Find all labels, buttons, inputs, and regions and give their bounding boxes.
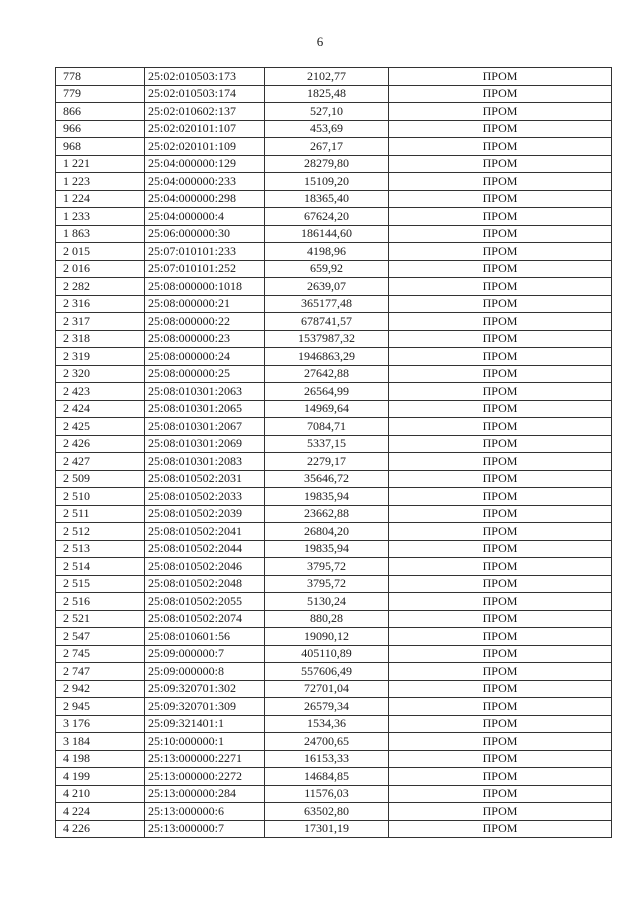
cadastral-number-cell: 25:10:000000:1 — [145, 733, 265, 751]
category-cell: ПРОМ — [389, 68, 612, 86]
category-cell: ПРОМ — [389, 173, 612, 191]
cadastral-number-cell: 25:08:010502:2041 — [145, 523, 265, 541]
table-row — [56, 505, 612, 523]
area-cell: 880,28 — [265, 610, 389, 628]
cadastral-number-cell: 25:08:000000:1018 — [145, 278, 265, 296]
table-row — [56, 173, 612, 191]
row-number-cell: 2 747 — [56, 663, 145, 681]
row-number-cell: 2 511 — [56, 505, 145, 523]
cadastral-number-cell: 25:08:000000:24 — [145, 348, 265, 366]
area-cell: 7084,71 — [265, 418, 389, 436]
area-cell: 186144,60 — [265, 225, 389, 243]
row-number-cell: 2 945 — [56, 698, 145, 716]
category-cell: ПРОМ — [389, 260, 612, 278]
cadastral-number-cell: 25:08:000000:23 — [145, 330, 265, 348]
table-row — [56, 400, 612, 418]
area-cell: 26579,34 — [265, 698, 389, 716]
area-cell: 1946863,29 — [265, 348, 389, 366]
cadastral-number-cell: 25:04:000000:298 — [145, 190, 265, 208]
cadastral-number-cell: 25:09:320701:309 — [145, 698, 265, 716]
cadastral-number-cell: 25:08:010301:2067 — [145, 418, 265, 436]
area-cell: 28279,80 — [265, 155, 389, 173]
category-cell: ПРОМ — [389, 295, 612, 313]
cadastral-number-cell: 25:08:010502:2055 — [145, 593, 265, 611]
category-cell: ПРОМ — [389, 575, 612, 593]
row-number-cell: 2 282 — [56, 278, 145, 296]
row-number-cell: 2 319 — [56, 348, 145, 366]
area-cell: 24700,65 — [265, 733, 389, 751]
cadastral-number-cell: 25:09:000000:8 — [145, 663, 265, 681]
row-number-cell: 4 224 — [56, 803, 145, 821]
category-cell: ПРОМ — [389, 768, 612, 786]
row-number-cell: 4 198 — [56, 750, 145, 768]
table-row — [56, 768, 612, 786]
row-number-cell: 2 015 — [56, 243, 145, 261]
land-plot-table-container — [55, 67, 612, 838]
table-row — [56, 278, 612, 296]
row-number-cell: 2 512 — [56, 523, 145, 541]
area-cell: 26804,20 — [265, 523, 389, 541]
cadastral-number-cell: 25:08:010502:2046 — [145, 558, 265, 576]
row-number-cell: 2 513 — [56, 540, 145, 558]
cadastral-number-cell: 25:08:010301:2065 — [145, 400, 265, 418]
table-row — [56, 225, 612, 243]
category-cell: ПРОМ — [389, 435, 612, 453]
category-cell: ПРОМ — [389, 313, 612, 331]
row-number-cell: 2 515 — [56, 575, 145, 593]
area-cell: 19835,94 — [265, 488, 389, 506]
category-cell: ПРОМ — [389, 628, 612, 646]
table-row — [56, 558, 612, 576]
area-cell: 365177,48 — [265, 295, 389, 313]
area-cell: 26564,99 — [265, 383, 389, 401]
row-number-cell: 4 210 — [56, 785, 145, 803]
table-row — [56, 190, 612, 208]
table-row — [56, 803, 612, 821]
category-cell: ПРОМ — [389, 540, 612, 558]
area-cell: 5130,24 — [265, 593, 389, 611]
cadastral-number-cell: 25:02:010503:174 — [145, 85, 265, 103]
cadastral-number-cell: 25:02:010503:173 — [145, 68, 265, 86]
row-number-cell: 2 514 — [56, 558, 145, 576]
area-cell: 678741,57 — [265, 313, 389, 331]
area-cell: 2279,17 — [265, 453, 389, 471]
category-cell: ПРОМ — [389, 523, 612, 541]
category-cell: ПРОМ — [389, 680, 612, 698]
area-cell: 3795,72 — [265, 575, 389, 593]
category-cell: ПРОМ — [389, 558, 612, 576]
area-cell: 267,17 — [265, 138, 389, 156]
table-row — [56, 260, 612, 278]
table-row — [56, 138, 612, 156]
row-number-cell: 2 426 — [56, 435, 145, 453]
row-number-cell: 2 016 — [56, 260, 145, 278]
table-row — [56, 610, 612, 628]
area-cell: 1825,48 — [265, 85, 389, 103]
table-row — [56, 470, 612, 488]
category-cell: ПРОМ — [389, 593, 612, 611]
cadastral-number-cell: 25:02:010602:137 — [145, 103, 265, 121]
area-cell: 405110,89 — [265, 645, 389, 663]
table-row — [56, 663, 612, 681]
row-number-cell: 2 423 — [56, 383, 145, 401]
cadastral-number-cell: 25:13:000000:2271 — [145, 750, 265, 768]
cadastral-number-cell: 25:08:010301:2083 — [145, 453, 265, 471]
table-row — [56, 418, 612, 436]
cadastral-number-cell: 25:09:320701:302 — [145, 680, 265, 698]
cadastral-number-cell: 25:13:000000:284 — [145, 785, 265, 803]
area-cell: 557606,49 — [265, 663, 389, 681]
category-cell: ПРОМ — [389, 698, 612, 716]
row-number-cell: 2 516 — [56, 593, 145, 611]
category-cell: ПРОМ — [389, 750, 612, 768]
row-number-cell: 1 224 — [56, 190, 145, 208]
cadastral-number-cell: 25:08:010502:2048 — [145, 575, 265, 593]
table-row — [56, 243, 612, 261]
category-cell: ПРОМ — [389, 610, 612, 628]
row-number-cell: 2 509 — [56, 470, 145, 488]
category-cell: ПРОМ — [389, 820, 612, 838]
cadastral-number-cell: 25:08:010301:2069 — [145, 435, 265, 453]
land-plot-table — [55, 67, 612, 838]
row-number-cell: 2 425 — [56, 418, 145, 436]
cadastral-number-cell: 25:13:000000:7 — [145, 820, 265, 838]
area-cell: 72701,04 — [265, 680, 389, 698]
cadastral-number-cell: 25:04:000000:233 — [145, 173, 265, 191]
area-cell: 19090,12 — [265, 628, 389, 646]
row-number-cell: 1 221 — [56, 155, 145, 173]
category-cell: ПРОМ — [389, 138, 612, 156]
table-row — [56, 155, 612, 173]
area-cell: 14684,85 — [265, 768, 389, 786]
table-row — [56, 680, 612, 698]
area-cell: 2639,07 — [265, 278, 389, 296]
row-number-cell: 1 863 — [56, 225, 145, 243]
category-cell: ПРОМ — [389, 663, 612, 681]
row-number-cell: 3 176 — [56, 715, 145, 733]
cadastral-number-cell: 25:13:000000:2272 — [145, 768, 265, 786]
table-row — [56, 523, 612, 541]
cadastral-number-cell: 25:06:000000:30 — [145, 225, 265, 243]
category-cell: ПРОМ — [389, 715, 612, 733]
area-cell: 63502,80 — [265, 803, 389, 821]
area-cell: 527,10 — [265, 103, 389, 121]
category-cell: ПРОМ — [389, 208, 612, 226]
area-cell: 23662,88 — [265, 505, 389, 523]
table-row — [56, 383, 612, 401]
cadastral-number-cell: 25:08:010502:2074 — [145, 610, 265, 628]
table-row — [56, 85, 612, 103]
row-number-cell: 779 — [56, 85, 145, 103]
category-cell: ПРОМ — [389, 785, 612, 803]
table-row — [56, 68, 612, 86]
cadastral-number-cell: 25:08:000000:21 — [145, 295, 265, 313]
table-row — [56, 313, 612, 331]
area-cell: 67624,20 — [265, 208, 389, 226]
category-cell: ПРОМ — [389, 190, 612, 208]
category-cell: ПРОМ — [389, 85, 612, 103]
cadastral-number-cell: 25:08:010601:56 — [145, 628, 265, 646]
table-row — [56, 575, 612, 593]
table-row — [56, 628, 612, 646]
area-cell: 2102,77 — [265, 68, 389, 86]
cadastral-number-cell: 25:08:010502:2031 — [145, 470, 265, 488]
table-row — [56, 645, 612, 663]
cadastral-number-cell: 25:08:000000:25 — [145, 365, 265, 383]
category-cell: ПРОМ — [389, 330, 612, 348]
category-cell: ПРОМ — [389, 348, 612, 366]
area-cell: 4198,96 — [265, 243, 389, 261]
area-cell: 5337,15 — [265, 435, 389, 453]
cadastral-number-cell: 25:13:000000:6 — [145, 803, 265, 821]
category-cell: ПРОМ — [389, 470, 612, 488]
table-row — [56, 698, 612, 716]
row-number-cell: 4 199 — [56, 768, 145, 786]
area-cell: 3795,72 — [265, 558, 389, 576]
row-number-cell: 778 — [56, 68, 145, 86]
category-cell: ПРОМ — [389, 155, 612, 173]
row-number-cell: 2 424 — [56, 400, 145, 418]
area-cell: 14969,64 — [265, 400, 389, 418]
row-number-cell: 1 233 — [56, 208, 145, 226]
category-cell: ПРОМ — [389, 365, 612, 383]
category-cell: ПРОМ — [389, 505, 612, 523]
category-cell: ПРОМ — [389, 803, 612, 821]
row-number-cell: 3 184 — [56, 733, 145, 751]
page-number: 6 — [316, 34, 324, 49]
category-cell: ПРОМ — [389, 453, 612, 471]
table-row — [56, 453, 612, 471]
area-cell: 1537987,32 — [265, 330, 389, 348]
row-number-cell: 2 510 — [56, 488, 145, 506]
area-cell: 17301,19 — [265, 820, 389, 838]
area-cell: 453,69 — [265, 120, 389, 138]
row-number-cell: 2 427 — [56, 453, 145, 471]
cadastral-number-cell: 25:09:000000:7 — [145, 645, 265, 663]
row-number-cell: 966 — [56, 120, 145, 138]
row-number-cell: 2 547 — [56, 628, 145, 646]
table-row — [56, 488, 612, 506]
table-body — [56, 68, 612, 838]
table-row — [56, 750, 612, 768]
category-cell: ПРОМ — [389, 488, 612, 506]
table-row — [56, 540, 612, 558]
row-number-cell: 2 745 — [56, 645, 145, 663]
table-row — [56, 593, 612, 611]
cadastral-number-cell: 25:09:321401:1 — [145, 715, 265, 733]
cadastral-number-cell: 25:08:010502:2044 — [145, 540, 265, 558]
cadastral-number-cell: 25:04:000000:4 — [145, 208, 265, 226]
area-cell: 19835,94 — [265, 540, 389, 558]
table-row — [56, 820, 612, 838]
row-number-cell: 1 223 — [56, 173, 145, 191]
row-number-cell: 2 942 — [56, 680, 145, 698]
table-row — [56, 103, 612, 121]
cadastral-number-cell: 25:02:020101:107 — [145, 120, 265, 138]
category-cell: ПРОМ — [389, 103, 612, 121]
category-cell: ПРОМ — [389, 225, 612, 243]
area-cell: 15109,20 — [265, 173, 389, 191]
area-cell: 35646,72 — [265, 470, 389, 488]
table-row — [56, 330, 612, 348]
row-number-cell: 4 226 — [56, 820, 145, 838]
table-row — [56, 365, 612, 383]
cadastral-number-cell: 25:08:000000:22 — [145, 313, 265, 331]
cadastral-number-cell: 25:07:010101:252 — [145, 260, 265, 278]
row-number-cell: 866 — [56, 103, 145, 121]
category-cell: ПРОМ — [389, 278, 612, 296]
table-row — [56, 785, 612, 803]
area-cell: 16153,33 — [265, 750, 389, 768]
table-row — [56, 348, 612, 366]
row-number-cell: 968 — [56, 138, 145, 156]
area-cell: 1534,36 — [265, 715, 389, 733]
category-cell: ПРОМ — [389, 645, 612, 663]
row-number-cell: 2 316 — [56, 295, 145, 313]
table-row — [56, 715, 612, 733]
row-number-cell: 2 317 — [56, 313, 145, 331]
category-cell: ПРОМ — [389, 383, 612, 401]
category-cell: ПРОМ — [389, 243, 612, 261]
category-cell: ПРОМ — [389, 400, 612, 418]
row-number-cell: 2 320 — [56, 365, 145, 383]
area-cell: 27642,88 — [265, 365, 389, 383]
cadastral-number-cell: 25:08:010502:2039 — [145, 505, 265, 523]
table-row — [56, 733, 612, 751]
cadastral-number-cell: 25:07:010101:233 — [145, 243, 265, 261]
row-number-cell: 2 521 — [56, 610, 145, 628]
category-cell: ПРОМ — [389, 418, 612, 436]
table-row — [56, 295, 612, 313]
table-row — [56, 120, 612, 138]
cadastral-number-cell: 25:08:010502:2033 — [145, 488, 265, 506]
area-cell: 659,92 — [265, 260, 389, 278]
row-number-cell: 2 318 — [56, 330, 145, 348]
category-cell: ПРОМ — [389, 733, 612, 751]
area-cell: 11576,03 — [265, 785, 389, 803]
table-row — [56, 208, 612, 226]
area-cell: 18365,40 — [265, 190, 389, 208]
cadastral-number-cell: 25:02:020101:109 — [145, 138, 265, 156]
category-cell: ПРОМ — [389, 120, 612, 138]
table-row — [56, 435, 612, 453]
cadastral-number-cell: 25:08:010301:2063 — [145, 383, 265, 401]
cadastral-number-cell: 25:04:000000:129 — [145, 155, 265, 173]
